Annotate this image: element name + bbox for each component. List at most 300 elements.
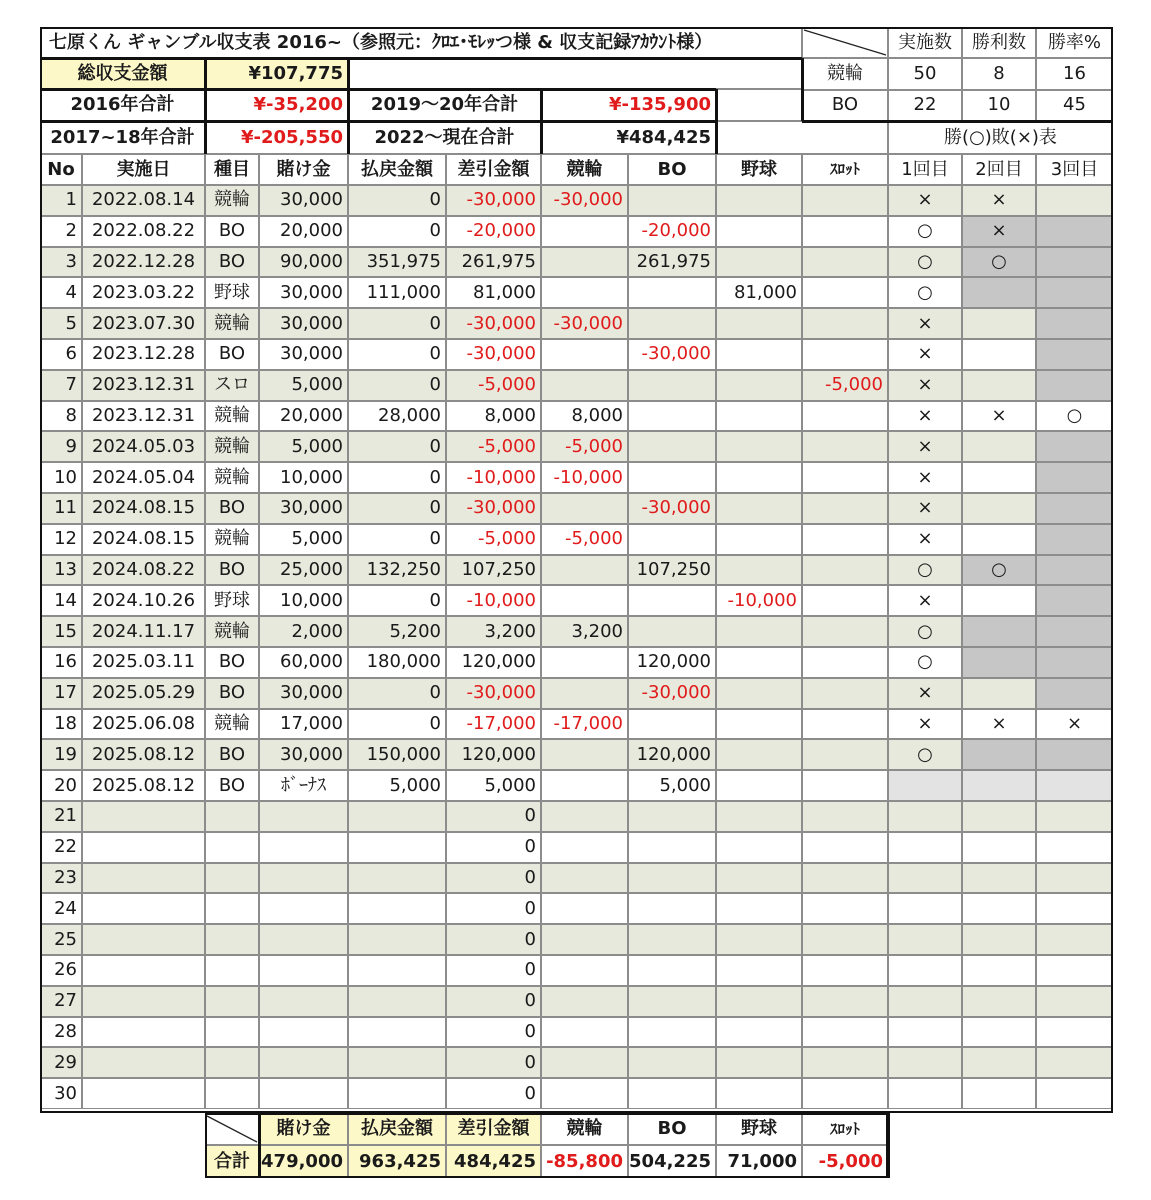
- round-result-cell[interactable]: [888, 216, 962, 247]
- table-cell[interactable]: [259, 431, 348, 462]
- round-result-cell[interactable]: [888, 709, 962, 740]
- table-cell[interactable]: [802, 462, 888, 493]
- round-result-cell[interactable]: [1036, 678, 1113, 709]
- table-cell[interactable]: [205, 401, 259, 432]
- table-cell[interactable]: [802, 647, 888, 678]
- round-result-cell[interactable]: [1036, 1017, 1113, 1048]
- table-cell[interactable]: [205, 893, 259, 924]
- table-cell[interactable]: [628, 431, 716, 462]
- round-result-cell[interactable]: [1036, 493, 1113, 524]
- round-result-cell[interactable]: [962, 401, 1036, 432]
- round-result-cell[interactable]: [1036, 524, 1113, 555]
- round-result-cell[interactable]: [888, 739, 962, 770]
- table-cell[interactable]: [446, 1078, 541, 1109]
- stats-corner-cell[interactable]: [802, 27, 888, 58]
- table-cell[interactable]: [541, 924, 628, 955]
- row-number[interactable]: [40, 247, 82, 278]
- totals-header-5[interactable]: [716, 1113, 802, 1145]
- table-cell[interactable]: [446, 616, 541, 647]
- table-cell[interactable]: [628, 739, 716, 770]
- table-cell[interactable]: [446, 185, 541, 216]
- table-cell[interactable]: [259, 462, 348, 493]
- table-cell[interactable]: [348, 370, 446, 401]
- table-cell[interactable]: [259, 616, 348, 647]
- table-cell[interactable]: [205, 647, 259, 678]
- round-result-cell[interactable]: [1036, 770, 1113, 801]
- table-cell[interactable]: [541, 585, 628, 616]
- table-cell[interactable]: [348, 616, 446, 647]
- table-cell[interactable]: [82, 555, 205, 586]
- table-cell[interactable]: [628, 555, 716, 586]
- table-cell[interactable]: [802, 832, 888, 863]
- table-cell[interactable]: [716, 616, 802, 647]
- table-cell[interactable]: [446, 1017, 541, 1048]
- table-cell[interactable]: [716, 216, 802, 247]
- table-cell[interactable]: [259, 678, 348, 709]
- table-cell[interactable]: [628, 370, 716, 401]
- round-result-cell[interactable]: [1036, 801, 1113, 832]
- round-result-cell[interactable]: [1036, 863, 1113, 894]
- table-cell[interactable]: [446, 770, 541, 801]
- table-cell[interactable]: [802, 709, 888, 740]
- table-cell[interactable]: [348, 524, 446, 555]
- table-cell[interactable]: [541, 801, 628, 832]
- stats-value[interactable]: [1036, 58, 1113, 90]
- round-result-cell[interactable]: [888, 955, 962, 986]
- table-cell[interactable]: [259, 1078, 348, 1109]
- column-header-8[interactable]: [716, 154, 802, 185]
- row-number[interactable]: [40, 647, 82, 678]
- table-cell[interactable]: [259, 524, 348, 555]
- table-cell[interactable]: [259, 308, 348, 339]
- table-cell[interactable]: [541, 1047, 628, 1078]
- table-cell[interactable]: [348, 801, 446, 832]
- table-cell[interactable]: [716, 185, 802, 216]
- row-number[interactable]: [40, 616, 82, 647]
- round-result-cell[interactable]: [962, 647, 1036, 678]
- table-cell[interactable]: [802, 277, 888, 308]
- table-cell[interactable]: [82, 308, 205, 339]
- round-result-cell[interactable]: [1036, 585, 1113, 616]
- y2017-label[interactable]: [40, 121, 205, 154]
- round-result-cell[interactable]: [888, 277, 962, 308]
- table-cell[interactable]: [82, 585, 205, 616]
- round-result-cell[interactable]: [962, 1047, 1036, 1078]
- table-cell[interactable]: [82, 863, 205, 894]
- totals-header-6[interactable]: [802, 1113, 888, 1145]
- table-cell[interactable]: [205, 216, 259, 247]
- row-number[interactable]: [40, 339, 82, 370]
- round-result-cell[interactable]: [888, 308, 962, 339]
- table-cell[interactable]: [205, 739, 259, 770]
- totals-header-2[interactable]: [446, 1113, 541, 1145]
- table-cell[interactable]: [446, 524, 541, 555]
- table-cell[interactable]: [446, 801, 541, 832]
- table-cell[interactable]: [541, 185, 628, 216]
- stats-header-2[interactable]: [1036, 27, 1113, 58]
- round-result-cell[interactable]: [888, 616, 962, 647]
- table-cell[interactable]: [82, 370, 205, 401]
- row-number[interactable]: [40, 770, 82, 801]
- stats-label-1[interactable]: [802, 90, 888, 122]
- table-cell[interactable]: [348, 247, 446, 278]
- table-cell[interactable]: [802, 370, 888, 401]
- table-cell[interactable]: [802, 739, 888, 770]
- totals-value-4[interactable]: [628, 1145, 716, 1178]
- table-cell[interactable]: [259, 1017, 348, 1048]
- round-result-cell[interactable]: [962, 462, 1036, 493]
- row-number[interactable]: [40, 924, 82, 955]
- table-cell[interactable]: [82, 924, 205, 955]
- round-result-cell[interactable]: [962, 893, 1036, 924]
- round-result-cell[interactable]: [888, 801, 962, 832]
- table-cell[interactable]: [205, 585, 259, 616]
- table-cell[interactable]: [205, 185, 259, 216]
- table-cell[interactable]: [259, 401, 348, 432]
- table-cell[interactable]: [446, 216, 541, 247]
- y2017-value[interactable]: [205, 121, 348, 154]
- table-cell[interactable]: [716, 770, 802, 801]
- table-cell[interactable]: [205, 555, 259, 586]
- totals-value-3[interactable]: [541, 1145, 628, 1178]
- table-cell[interactable]: [82, 462, 205, 493]
- table-cell[interactable]: [628, 616, 716, 647]
- stats-label-0[interactable]: [802, 58, 888, 90]
- table-cell[interactable]: [259, 893, 348, 924]
- table-cell[interactable]: [628, 986, 716, 1017]
- round-result-cell[interactable]: [1036, 739, 1113, 770]
- table-cell[interactable]: [205, 955, 259, 986]
- total-label[interactable]: [40, 58, 205, 89]
- row-number[interactable]: [40, 955, 82, 986]
- table-cell[interactable]: [348, 493, 446, 524]
- round-result-cell[interactable]: [888, 986, 962, 1017]
- table-cell[interactable]: [82, 709, 205, 740]
- row-number[interactable]: [40, 801, 82, 832]
- table-cell[interactable]: [716, 462, 802, 493]
- table-cell[interactable]: [628, 185, 716, 216]
- table-cell[interactable]: [716, 277, 802, 308]
- table-cell[interactable]: [628, 1017, 716, 1048]
- table-cell[interactable]: [348, 216, 446, 247]
- table-cell[interactable]: [446, 986, 541, 1017]
- table-cell[interactable]: [205, 832, 259, 863]
- table-cell[interactable]: [628, 308, 716, 339]
- table-cell[interactable]: [802, 185, 888, 216]
- table-cell[interactable]: [628, 924, 716, 955]
- table-cell[interactable]: [446, 462, 541, 493]
- round-result-cell[interactable]: [1036, 308, 1113, 339]
- round-result-cell[interactable]: [962, 216, 1036, 247]
- totals-value-0[interactable]: [259, 1145, 348, 1178]
- round-result-cell[interactable]: [888, 555, 962, 586]
- round-result-cell[interactable]: [962, 370, 1036, 401]
- table-cell[interactable]: [446, 893, 541, 924]
- table-cell[interactable]: [541, 555, 628, 586]
- table-cell[interactable]: [716, 986, 802, 1017]
- round-result-cell[interactable]: [962, 1017, 1036, 1048]
- y2022-label[interactable]: [348, 121, 541, 154]
- table-cell[interactable]: [348, 893, 446, 924]
- row-number[interactable]: [40, 185, 82, 216]
- table-cell[interactable]: [82, 955, 205, 986]
- table-cell[interactable]: [716, 801, 802, 832]
- table-cell[interactable]: [716, 1078, 802, 1109]
- row-number[interactable]: [40, 709, 82, 740]
- round-result-cell[interactable]: [1036, 1047, 1113, 1078]
- table-cell[interactable]: [205, 801, 259, 832]
- stats-header-0[interactable]: [888, 27, 962, 58]
- row-number[interactable]: [40, 431, 82, 462]
- table-cell[interactable]: [205, 1047, 259, 1078]
- table-cell[interactable]: [82, 1078, 205, 1109]
- table-cell[interactable]: [716, 339, 802, 370]
- table-cell[interactable]: [82, 616, 205, 647]
- y2016-value[interactable]: [205, 89, 348, 121]
- round-result-cell[interactable]: [1036, 370, 1113, 401]
- table-cell[interactable]: [348, 555, 446, 586]
- round-result-cell[interactable]: [962, 524, 1036, 555]
- table-cell[interactable]: [716, 585, 802, 616]
- table-cell[interactable]: [716, 647, 802, 678]
- round-result-cell[interactable]: [1036, 1078, 1113, 1109]
- row-number[interactable]: [40, 370, 82, 401]
- table-cell[interactable]: [446, 493, 541, 524]
- table-cell[interactable]: [348, 339, 446, 370]
- table-cell[interactable]: [541, 431, 628, 462]
- table-cell[interactable]: [205, 616, 259, 647]
- round-result-cell[interactable]: [962, 308, 1036, 339]
- table-cell[interactable]: [541, 893, 628, 924]
- round-result-cell[interactable]: [962, 185, 1036, 216]
- table-cell[interactable]: [628, 955, 716, 986]
- table-cell[interactable]: [628, 339, 716, 370]
- table-cell[interactable]: [716, 370, 802, 401]
- table-cell[interactable]: [446, 370, 541, 401]
- round-result-cell[interactable]: [888, 524, 962, 555]
- total-value[interactable]: [205, 58, 348, 89]
- table-cell[interactable]: [205, 863, 259, 894]
- table-cell[interactable]: [628, 893, 716, 924]
- row-number[interactable]: [40, 832, 82, 863]
- row-number[interactable]: [40, 524, 82, 555]
- table-cell[interactable]: [446, 709, 541, 740]
- stats-value[interactable]: [1036, 90, 1113, 122]
- table-cell[interactable]: [628, 247, 716, 278]
- table-cell[interactable]: [628, 277, 716, 308]
- table-cell[interactable]: [541, 863, 628, 894]
- table-cell[interactable]: [348, 709, 446, 740]
- table-cell[interactable]: [628, 524, 716, 555]
- round-result-cell[interactable]: [888, 185, 962, 216]
- round-result-cell[interactable]: [962, 770, 1036, 801]
- row-number[interactable]: [40, 401, 82, 432]
- table-cell[interactable]: [446, 401, 541, 432]
- table-cell[interactable]: [348, 832, 446, 863]
- column-header-0[interactable]: [40, 154, 82, 185]
- table-cell[interactable]: [259, 370, 348, 401]
- table-cell[interactable]: [259, 863, 348, 894]
- round-result-cell[interactable]: [1036, 185, 1113, 216]
- table-cell[interactable]: [82, 832, 205, 863]
- table-cell[interactable]: [205, 678, 259, 709]
- round-result-cell[interactable]: [1036, 924, 1113, 955]
- column-header-11[interactable]: [962, 154, 1036, 185]
- table-cell[interactable]: [802, 493, 888, 524]
- table-cell[interactable]: [82, 770, 205, 801]
- table-cell[interactable]: [802, 801, 888, 832]
- table-cell[interactable]: [541, 277, 628, 308]
- table-cell[interactable]: [348, 277, 446, 308]
- table-cell[interactable]: [259, 216, 348, 247]
- round-result-cell[interactable]: [1036, 431, 1113, 462]
- table-cell[interactable]: [541, 216, 628, 247]
- row-number[interactable]: [40, 1017, 82, 1048]
- table-cell[interactable]: [716, 555, 802, 586]
- table-cell[interactable]: [802, 585, 888, 616]
- table-cell[interactable]: [802, 401, 888, 432]
- table-cell[interactable]: [446, 247, 541, 278]
- round-result-cell[interactable]: [1036, 462, 1113, 493]
- table-cell[interactable]: [716, 524, 802, 555]
- table-cell[interactable]: [205, 524, 259, 555]
- table-cell[interactable]: [802, 986, 888, 1017]
- round-result-cell[interactable]: [1036, 616, 1113, 647]
- table-cell[interactable]: [205, 431, 259, 462]
- table-cell[interactable]: [541, 308, 628, 339]
- table-cell[interactable]: [348, 924, 446, 955]
- table-cell[interactable]: [716, 863, 802, 894]
- round-result-cell[interactable]: [888, 924, 962, 955]
- table-cell[interactable]: [348, 585, 446, 616]
- table-cell[interactable]: [348, 185, 446, 216]
- y2022-value[interactable]: [541, 121, 716, 154]
- table-cell[interactable]: [802, 863, 888, 894]
- table-cell[interactable]: [802, 339, 888, 370]
- table-cell[interactable]: [716, 1017, 802, 1048]
- table-cell[interactable]: [82, 339, 205, 370]
- table-cell[interactable]: [205, 308, 259, 339]
- round-result-cell[interactable]: [1036, 832, 1113, 863]
- totals-corner-cell[interactable]: [205, 1113, 259, 1145]
- table-cell[interactable]: [259, 585, 348, 616]
- table-cell[interactable]: [446, 277, 541, 308]
- table-cell[interactable]: [802, 924, 888, 955]
- table-cell[interactable]: [802, 431, 888, 462]
- table-cell[interactable]: [716, 431, 802, 462]
- column-header-10[interactable]: [888, 154, 962, 185]
- table-cell[interactable]: [541, 1078, 628, 1109]
- table-cell[interactable]: [205, 770, 259, 801]
- column-header-6[interactable]: [541, 154, 628, 185]
- table-cell[interactable]: [628, 801, 716, 832]
- column-header-3[interactable]: [259, 154, 348, 185]
- column-header-12[interactable]: [1036, 154, 1113, 185]
- round-result-cell[interactable]: [962, 493, 1036, 524]
- table-cell[interactable]: [259, 955, 348, 986]
- table-cell[interactable]: [541, 832, 628, 863]
- table-cell[interactable]: [541, 1017, 628, 1048]
- round-result-cell[interactable]: [888, 247, 962, 278]
- table-cell[interactable]: [628, 647, 716, 678]
- table-cell[interactable]: [628, 1078, 716, 1109]
- table-cell[interactable]: [446, 678, 541, 709]
- table-cell[interactable]: [628, 678, 716, 709]
- table-cell[interactable]: [205, 924, 259, 955]
- table-cell[interactable]: [628, 770, 716, 801]
- table-cell[interactable]: [259, 339, 348, 370]
- round-result-cell[interactable]: [888, 431, 962, 462]
- table-cell[interactable]: [259, 709, 348, 740]
- table-cell[interactable]: [348, 1017, 446, 1048]
- row-number[interactable]: [40, 277, 82, 308]
- round-result-cell[interactable]: [888, 585, 962, 616]
- round-result-cell[interactable]: [962, 1078, 1036, 1109]
- table-cell[interactable]: [802, 770, 888, 801]
- table-cell[interactable]: [205, 370, 259, 401]
- table-cell[interactable]: [802, 893, 888, 924]
- totals-value-6[interactable]: [802, 1145, 888, 1178]
- table-cell[interactable]: [446, 832, 541, 863]
- table-cell[interactable]: [541, 339, 628, 370]
- table-cell[interactable]: [82, 1047, 205, 1078]
- round-result-cell[interactable]: [888, 1078, 962, 1109]
- y2019-value[interactable]: [541, 89, 716, 121]
- table-cell[interactable]: [205, 1078, 259, 1109]
- table-cell[interactable]: [259, 770, 348, 801]
- table-cell[interactable]: [348, 308, 446, 339]
- summary-blank-3[interactable]: [716, 121, 888, 154]
- round-result-cell[interactable]: [888, 1047, 962, 1078]
- table-cell[interactable]: [802, 1078, 888, 1109]
- table-cell[interactable]: [446, 555, 541, 586]
- table-cell[interactable]: [348, 1047, 446, 1078]
- stats-value[interactable]: [888, 58, 962, 90]
- round-result-cell[interactable]: [1036, 401, 1113, 432]
- table-cell[interactable]: [205, 339, 259, 370]
- table-cell[interactable]: [82, 986, 205, 1017]
- summary-blank-2[interactable]: [716, 89, 802, 121]
- round-result-cell[interactable]: [888, 370, 962, 401]
- totals-header-1[interactable]: [348, 1113, 446, 1145]
- row-number[interactable]: [40, 1047, 82, 1078]
- table-cell[interactable]: [205, 709, 259, 740]
- column-header-5[interactable]: [446, 154, 541, 185]
- table-cell[interactable]: [541, 616, 628, 647]
- table-cell[interactable]: [82, 893, 205, 924]
- table-cell[interactable]: [802, 678, 888, 709]
- table-cell[interactable]: [82, 493, 205, 524]
- table-cell[interactable]: [348, 863, 446, 894]
- round-result-cell[interactable]: [1036, 555, 1113, 586]
- column-header-1[interactable]: [82, 154, 205, 185]
- totals-value-2[interactable]: [446, 1145, 541, 1178]
- table-cell[interactable]: [541, 647, 628, 678]
- table-cell[interactable]: [716, 924, 802, 955]
- round-result-cell[interactable]: [1036, 647, 1113, 678]
- round-result-cell[interactable]: [962, 863, 1036, 894]
- table-cell[interactable]: [628, 216, 716, 247]
- row-number[interactable]: [40, 986, 82, 1017]
- table-cell[interactable]: [802, 1047, 888, 1078]
- table-cell[interactable]: [628, 709, 716, 740]
- round-result-cell[interactable]: [888, 770, 962, 801]
- table-cell[interactable]: [716, 493, 802, 524]
- y2016-label[interactable]: [40, 89, 205, 121]
- round-result-cell[interactable]: [962, 709, 1036, 740]
- round-result-cell[interactable]: [962, 277, 1036, 308]
- round-result-cell[interactable]: [888, 678, 962, 709]
